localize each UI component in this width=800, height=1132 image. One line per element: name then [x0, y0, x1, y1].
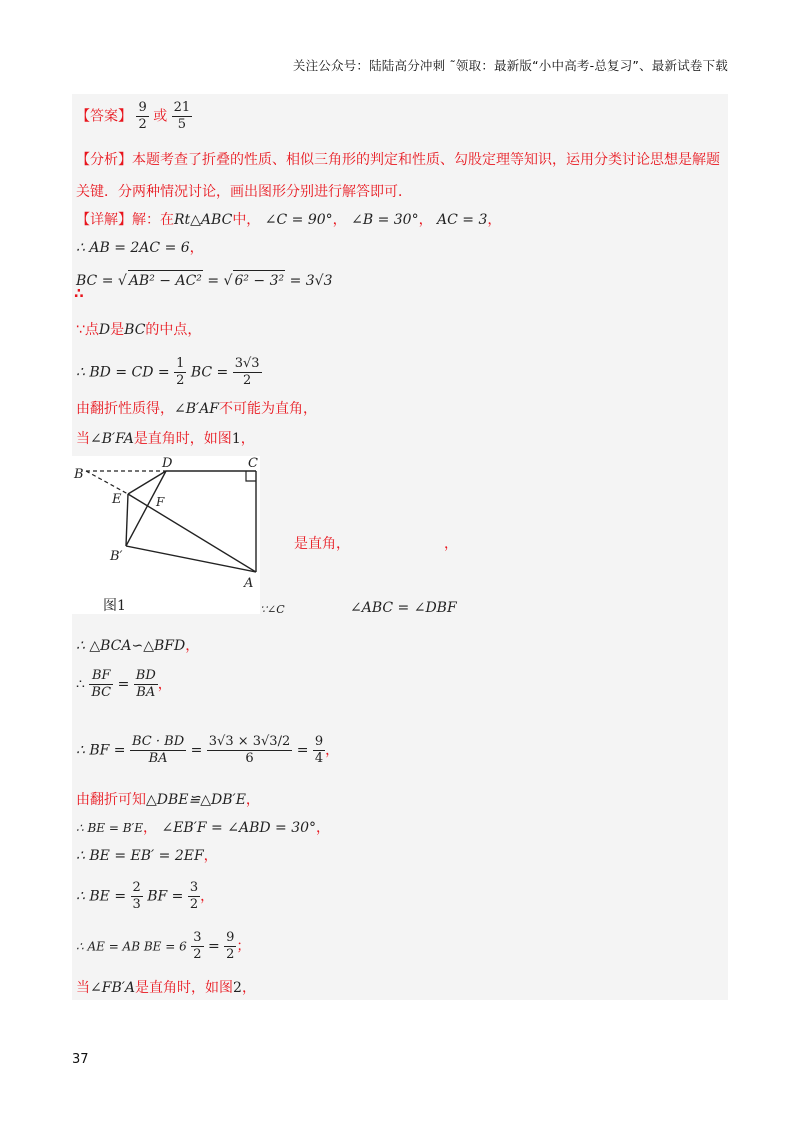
step-bf: ∴ BF = $\frac{BC \cdot BD}{BA}$ = $\frac{3√3 \times 3√3/2}{6}$ = $\frac{9}{4}$ ，: [76, 734, 340, 766]
segment-b-prime-a: [126, 546, 256, 572]
answer-or: 或: [153, 108, 168, 125]
figure-1: [72, 456, 260, 614]
step-fold-property: 由翻折性质得，∠B′AF不可能为直角，: [76, 401, 318, 417]
step-be-2ef: ∴ BE = EB′ = 2EF，: [76, 848, 218, 864]
step-similar: ∴ △BCA∽△BFD，: [76, 638, 200, 654]
analysis-line-2: 关键．分两种情况讨论，画出图形分别进行解答即可．: [76, 184, 412, 200]
step-be-value: ∴ BE = $\frac{2}{3}$ BF = $\frac{3}{2}$ ，: [76, 880, 215, 912]
segment-ea: [128, 494, 256, 572]
side-text-comma: ，: [444, 536, 458, 552]
detail-line: 【详解】解：在Rt△ABC中， ∠C = 90°， ∠B = 30°， AC = 3，: [76, 212, 502, 228]
angle-abc-dbf: ∠ABC = ∠DBF: [350, 600, 457, 616]
answer-fraction-2: $\frac{21}{5}$: [173, 100, 191, 132]
step-midpoint: ∵点D是BC的中点，: [76, 322, 202, 338]
segment-eb-prime: [126, 494, 128, 546]
geometry-diagram: [72, 456, 260, 614]
label-a: A: [244, 576, 254, 591]
right-angle-mark: [246, 471, 256, 481]
label-f: F: [156, 495, 165, 509]
answer-fraction-1: $\frac{9}{2}$: [138, 100, 147, 132]
step-ab: ∴ AB = 2AC = 6，: [76, 240, 204, 256]
step-case-1: 当∠B′FA是直角时，如图1，: [76, 431, 255, 447]
solution-content: [72, 94, 728, 1000]
analysis-line-1: 【分析】本题考查了折叠的性质、相似三角形的判定和性质、勾股定理等知识，运用分类讨论思想是解题: [76, 152, 720, 168]
because-angle-c: ∵∠C: [260, 603, 285, 616]
dashed-be: [86, 471, 128, 494]
label-d: D: [162, 456, 173, 471]
step-congruent: 由翻折可知△DBE≌△DB′E，: [76, 792, 260, 808]
step-ae: ∴ AE = AB BE = 6 $\frac{3}{2}$ = $\frac{9}{2}$ ；: [76, 930, 251, 962]
step-ratio: ∴ $\frac{BF}{BC}$ = $\frac{BD}{BA}$ ，: [76, 668, 172, 700]
label-b-prime: B′: [110, 549, 123, 564]
step-case-2: 当∠FB′A是直角时，如图2，: [76, 980, 256, 996]
step-be-equal: ∴ BE = B′E， ∠EB′F = ∠ABD = 30°，: [76, 820, 331, 836]
step-bc: BC = √ AB² − AC² = √ 6² − 3² = 3√3: [76, 270, 333, 291]
label-c: C: [248, 456, 258, 471]
therefore-symbol: ∴: [74, 286, 84, 302]
step-bd: ∴ BD = CD = $\frac{1}{2}$ BC = $\frac{3√3}{2}$: [76, 356, 260, 388]
answer-tag: 【答案】: [76, 108, 132, 125]
side-text-right-angle: 是直角，: [294, 536, 350, 552]
page-header: 关注公众号：陆陆高分冲刺 ˜领取：最新版“小中高考-总复习”、最新试卷下载: [292, 58, 728, 73]
figure-1-caption: 图1: [103, 598, 126, 614]
label-b: B: [74, 467, 84, 482]
answer-line: [76, 100, 192, 133]
page-number: 37: [72, 1052, 89, 1067]
label-e: E: [112, 492, 122, 507]
